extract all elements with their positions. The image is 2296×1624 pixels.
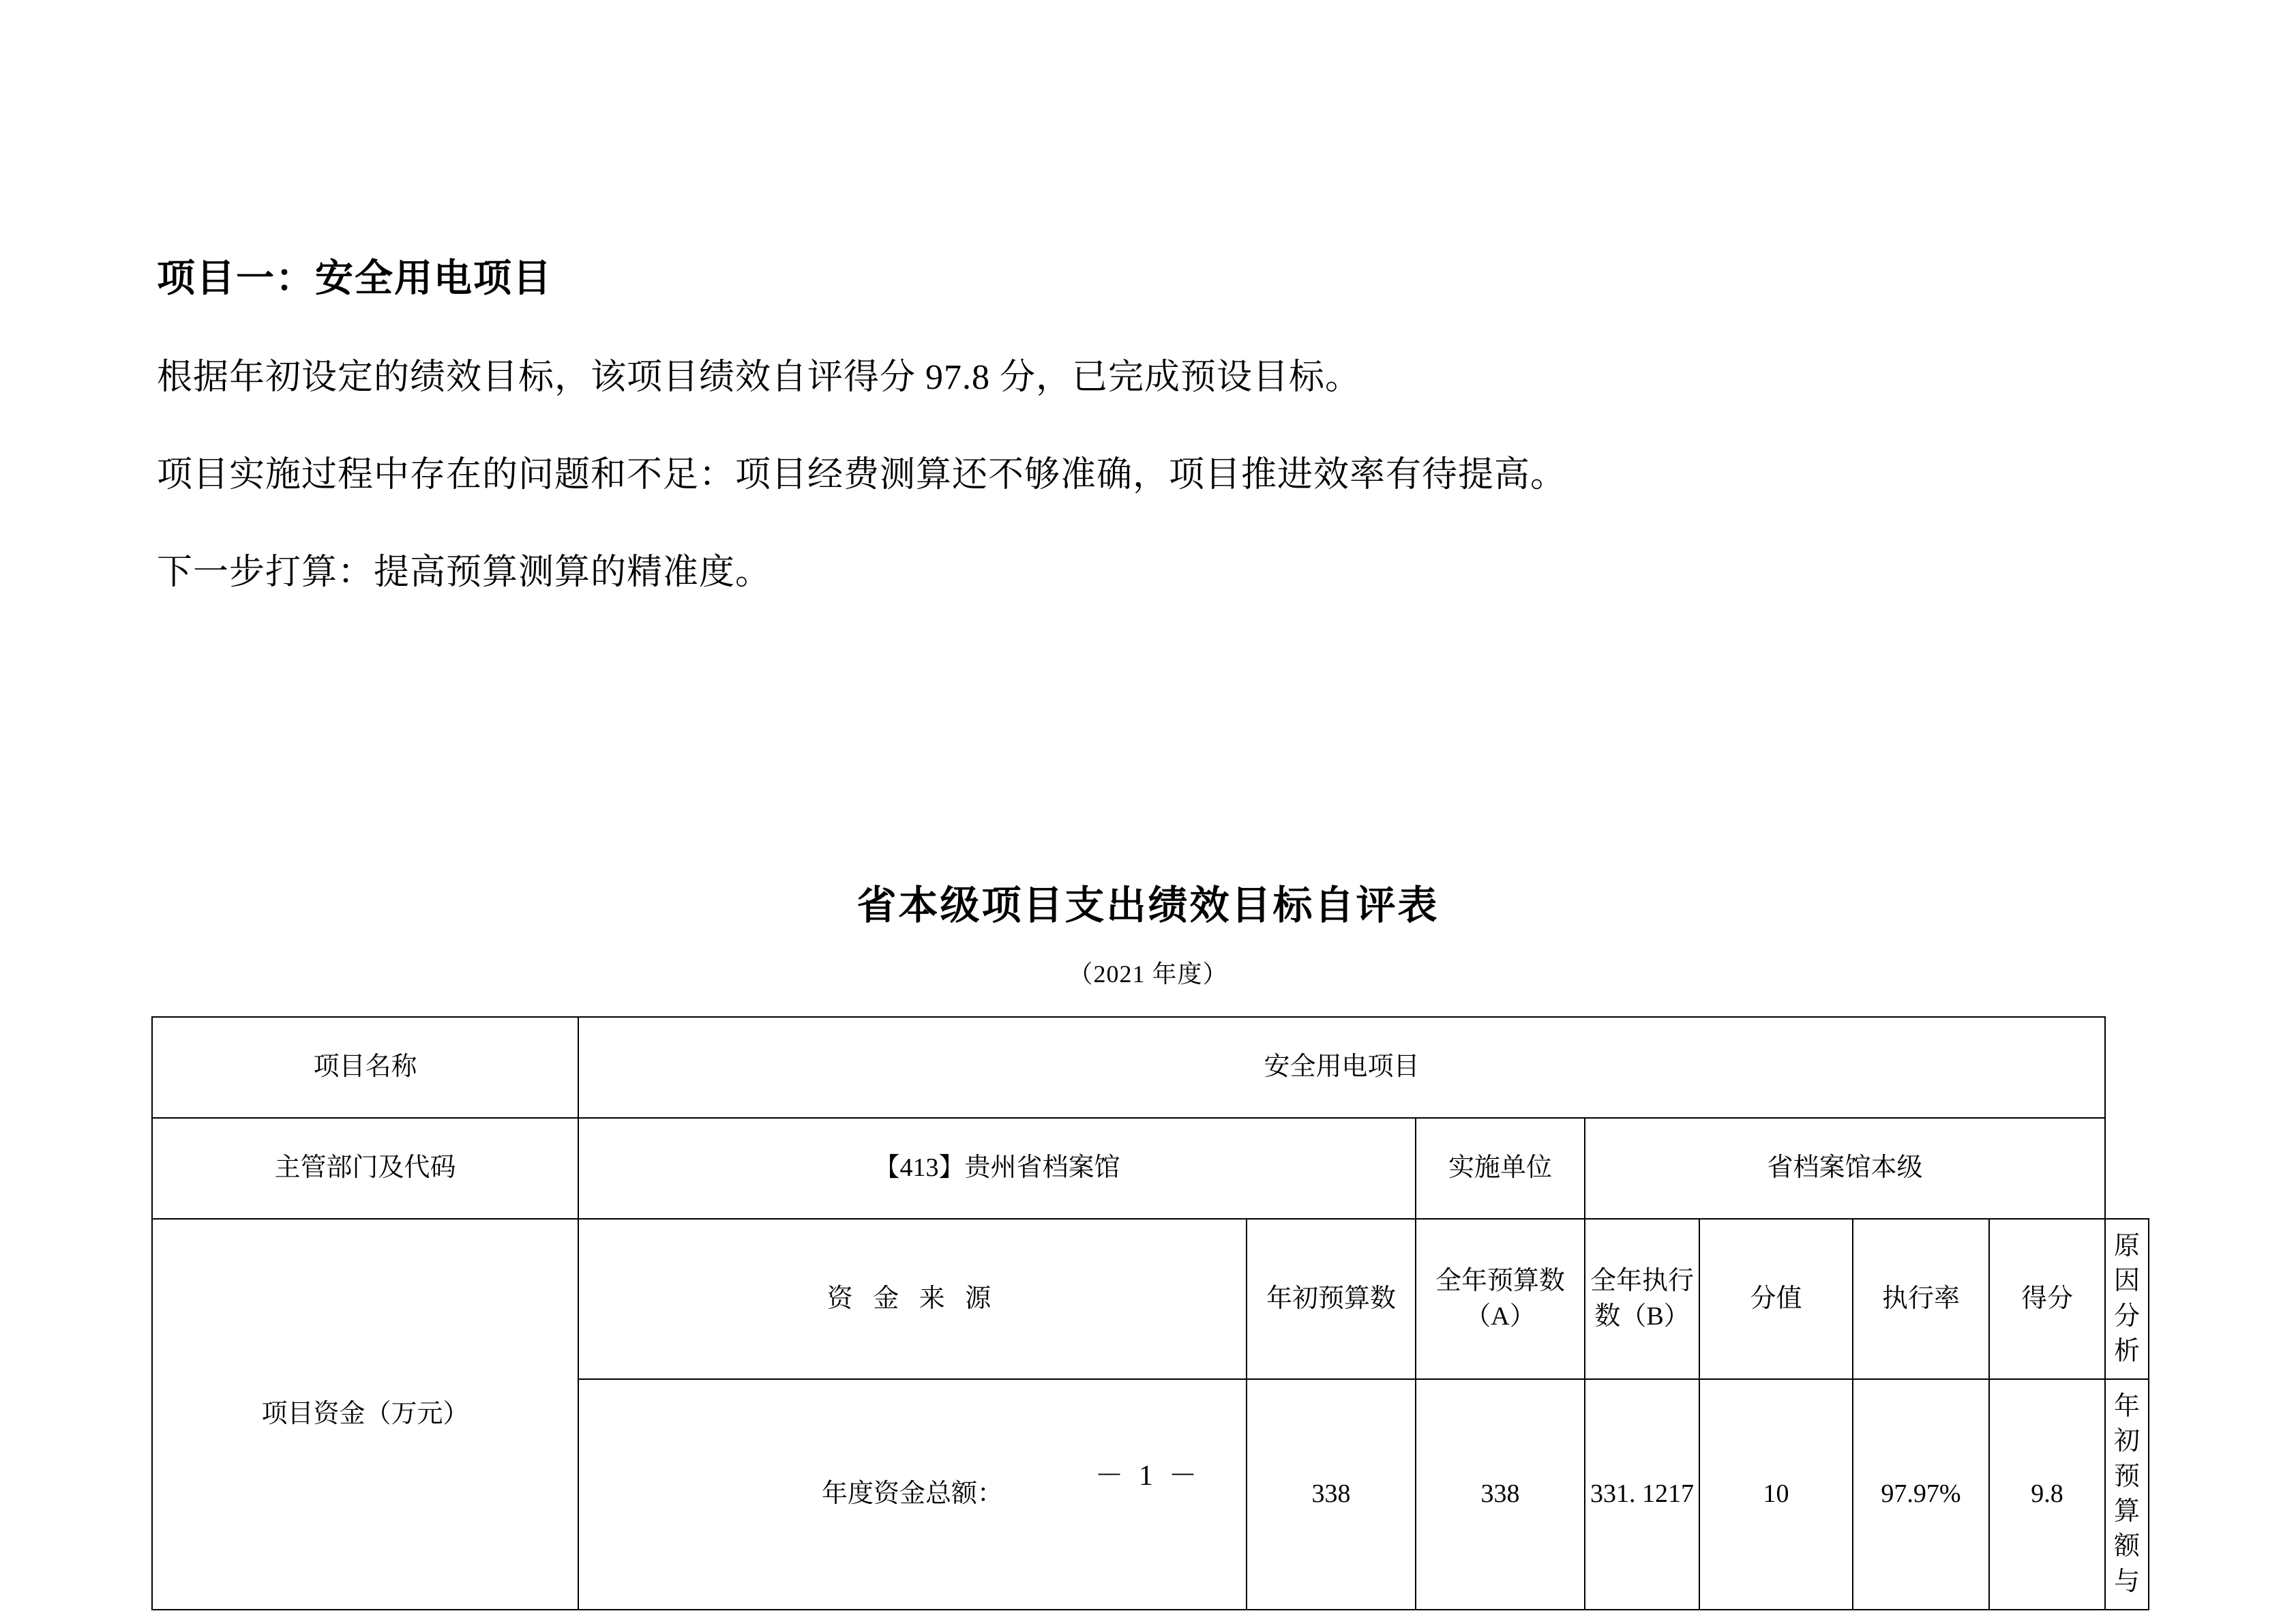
page-number: － 1 －: [1094, 1460, 1202, 1492]
header-annual-execution-b: 全年执行数（B）: [1585, 1219, 1699, 1379]
header-annual-budget-a: 全年预算数（A）: [1416, 1219, 1585, 1379]
text-content: [157, 252, 2148, 643]
cell-implementing-unit-label: 实施单位: [1416, 1118, 1585, 1219]
table-subtitle: （2021 年度）: [1068, 960, 1228, 988]
cell-annual-budget-a-value: 338: [1416, 1379, 1585, 1610]
header-initial-budget: 年初预算数: [1247, 1219, 1416, 1379]
header-score-value: 分值: [1699, 1219, 1853, 1379]
header-funding-source: 资 金 来 源: [578, 1219, 1247, 1379]
cell-execution-rate-value: 97.97%: [1853, 1379, 1989, 1610]
cell-score: 9.8: [1989, 1379, 2105, 1610]
table-row: [152, 1118, 2149, 1219]
table-row: [152, 1017, 2149, 1118]
header-score: 得分: [1989, 1219, 2105, 1379]
cell-department-value: 【413】贵州省档案馆: [578, 1118, 1416, 1219]
page-title: 项目一：安全用电项目: [157, 258, 552, 300]
cell-project-name-label: 项目名称: [152, 1017, 578, 1118]
cell-initial-budget-value: 338: [1247, 1379, 1416, 1610]
paragraph-1: 根据年初设定的绩效目标，该项目绩效自评得分 97.8 分，已完成预设目标。: [157, 358, 1362, 398]
performance-self-evaluation-table: [151, 1016, 2149, 1610]
cell-project-name-value: 安全用电项目: [578, 1017, 2105, 1118]
header-reason-analysis: 原因分析: [2105, 1219, 2149, 1379]
cell-project-funds-label: 项目资金（万元）: [152, 1219, 578, 1610]
cell-implementing-unit-value: 省档案馆本级: [1585, 1118, 2105, 1219]
cell-reason-analysis-value: 年初预算额与: [2105, 1379, 2149, 1610]
paragraph-3: 下一步打算：提高预算测算的精准度。: [157, 552, 772, 592]
table-row: [152, 1219, 2149, 1379]
cell-score-value: 10: [1699, 1379, 1853, 1610]
cell-annual-execution-b-value: 331. 1217: [1585, 1379, 1699, 1610]
table-title: 省本级项目支出绩效目标自评表: [856, 883, 1440, 928]
cell-annual-total-label: 年度资金总额：: [578, 1379, 1247, 1610]
header-execution-rate: 执行率: [1853, 1219, 1989, 1379]
cell-department-label: 主管部门及代码: [152, 1118, 578, 1219]
paragraph-2: 项目实施过程中存在的问题和不足：项目经费测算还不够准确，项目推进效率有待提高。: [157, 455, 1567, 494]
